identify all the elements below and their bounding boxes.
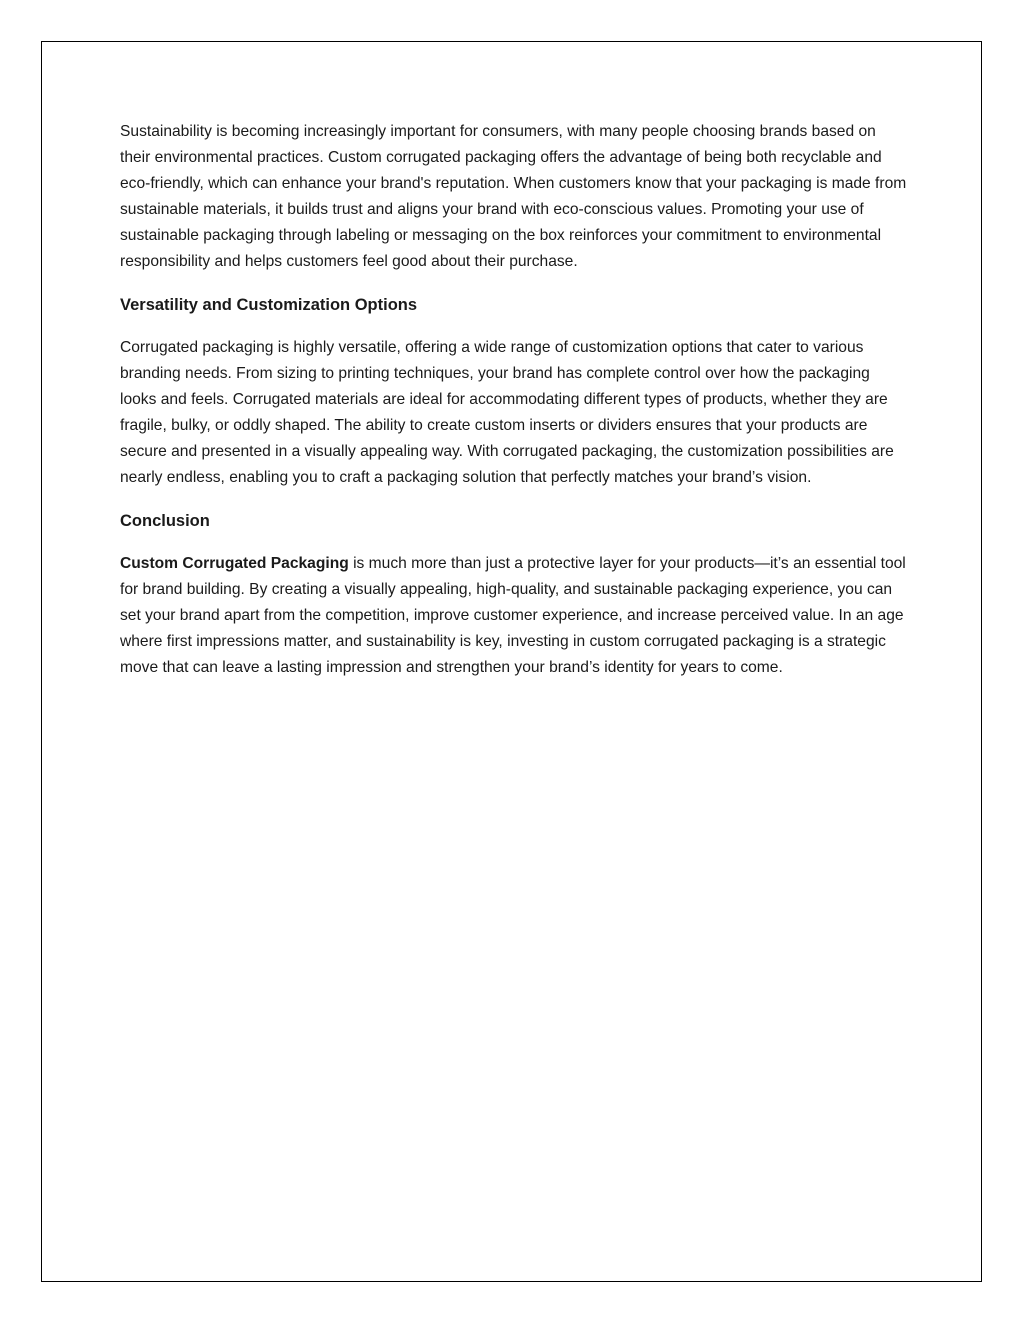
section-heading-versatility: Versatility and Customization Options [120,296,418,314]
conclusion-lead-bold: Custom Corrugated Packaging [120,555,349,572]
section-heading-conclusion: Conclusion [120,512,210,530]
versatility-paragraph: Corrugated packaging is highly versatile, offering a wide range of customization options that cater to various branding needs. From sizing to printing techniques, your brand has complete control over how the packaging looks and feels. Corrugated materials are ideal for accommodating different types of products, whether they are fragile, bulky, or oddly shaped. The ability to create custom inserts or dividers ensures that your products are secure and presented in a visually appealing way. With corrugated packaging, the customization possibilities are nearly endless, enabling you to craft a packaging solution that perfectly matches your brand’s vision. [120,339,894,486]
intro-paragraph: Sustainability is becoming increasingly important for consumers, with many people choosing brands based on their environmental practices. Custom corrugated packaging offers the advantage of being both recyclable and eco-friendly, which can enhance your brand's reputation. When customers know that your packaging is made from sustainable materials, it builds trust and aligns your brand with eco-conscious values. Promoting your use of sustainable packaging through labeling or messaging on the box reinforces your commitment to environmental responsibility and helps customers feel good about their purchase. [120,123,907,270]
conclusion-paragraph-text: is much more than just a protective layer for your products—it’s an essential tool for brand building. By creating a visually appealing, high-quality, and sustainable packaging experience, you can set your brand apart from the competition, improve customer experience, and increase perceived value. In an age where first impressions matter, and sustainability is key, investing in custom corrugated packaging is a strategic move that can leave a lasting impression and strengthen your brand’s identity for years to come. [120,555,906,676]
conclusion-paragraph [120,551,910,681]
document-content [120,119,910,698]
